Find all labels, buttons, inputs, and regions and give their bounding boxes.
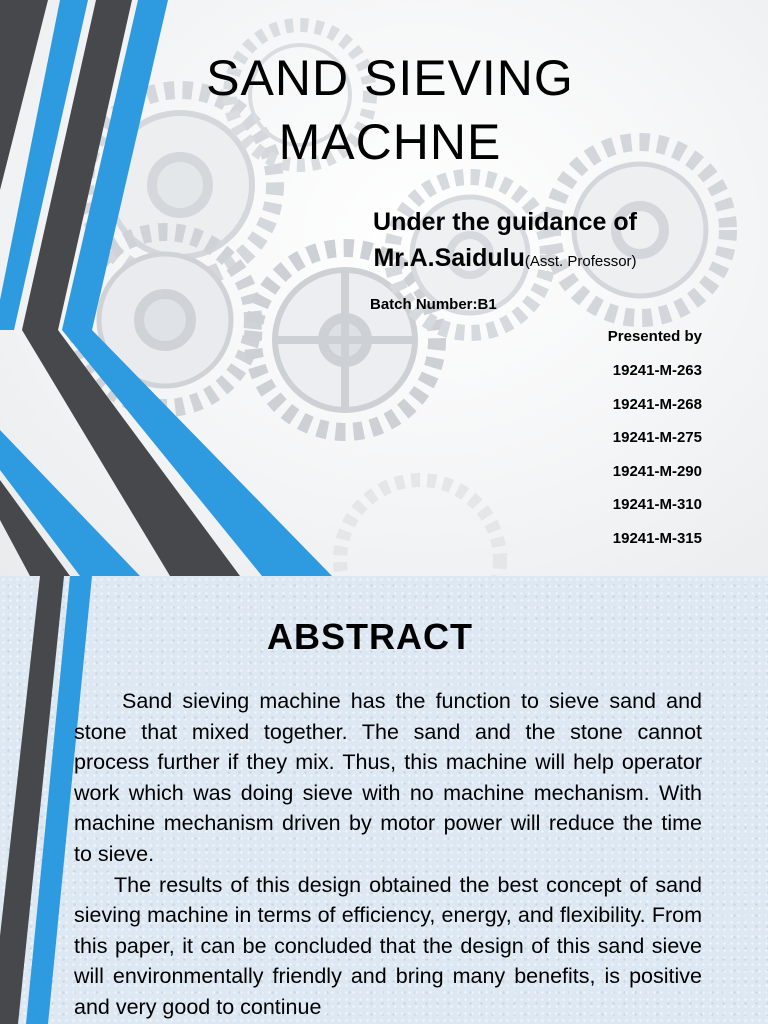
roll-number: 19241-M-275 [612, 429, 702, 446]
roll-number: 19241-M-268 [612, 395, 702, 413]
guidance-label: Under the guidance of [373, 208, 637, 236]
title-line-1: SAND SIEVING [206, 50, 574, 106]
roll-number: 19241-M-310 [612, 496, 702, 513]
title-line-2: MACHNE [278, 114, 502, 170]
abstract-body [74, 686, 702, 1023]
page-title [150, 46, 630, 174]
abstract-paragraph-2: The results of this design obtained the best concept of sand sieving machine in terms of efficiency, energy, and flexibility. From this paper, it can be concluded that the design of this sand sieve will environmentally friendly and bring many benefits, is positive and very good to continue [74, 872, 702, 1019]
guide-name: Mr.A.Saidulu [373, 244, 525, 272]
roll-number: 19241-M-315 [612, 529, 702, 547]
gear-icon [340, 480, 500, 576]
guide-designation: (Asst. Professor) [524, 253, 637, 270]
abstract-slide [0, 576, 768, 1024]
abstract-heading: ABSTRACT [267, 616, 473, 657]
presenters-list [608, 326, 702, 561]
presented-by-label: Presented by [607, 328, 702, 345]
guidance-block [340, 204, 670, 280]
roll-number: 19241-M-290 [612, 462, 702, 480]
roll-number: 19241-M-263 [612, 362, 702, 379]
abstract-paragraph-1: Sand sieving machine has the function to sieve sand and stone that mixed together. The sand and the stone cannot process further if they mix. Thus, this machine will help operator work which was doing sieve with no machine mechanism. With machine mechanism driven by motor power will reduce the time to sieve. [74, 689, 702, 866]
batch-number: Batch Number:B1 [370, 296, 497, 313]
guide-line [340, 240, 670, 280]
